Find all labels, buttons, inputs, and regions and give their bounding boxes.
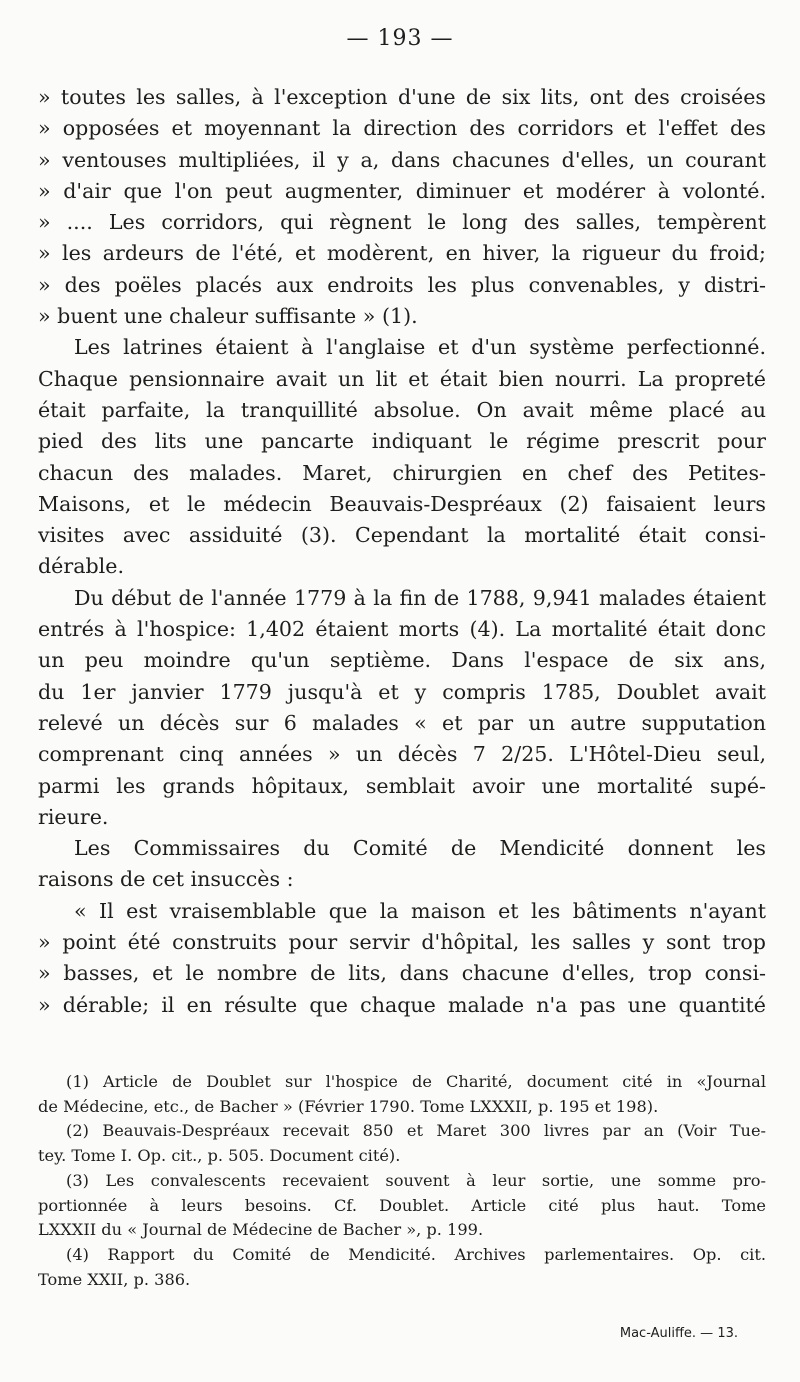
text-line: » d'air que l'on peut augmenter, diminuer et modérer à volonté. (38, 178, 766, 203)
text-line: Les latrines étaient à l'anglaise et d'un système perfectionné. (74, 335, 766, 360)
text-line: dérable. (38, 554, 124, 579)
page-number: — 193 — (346, 26, 454, 51)
text-line: un peu moindre qu'un septième. Dans l'espace de six ans, (38, 648, 766, 673)
footnote-line: tey. Tome I. Op. cit., p. 505. Document cité). (38, 1146, 401, 1166)
text-line: était parfaite, la tranquillité absolue. On avait même placé au (38, 397, 766, 422)
text-line: » buent une chaleur suffisante » (1). (38, 304, 418, 329)
text-line: » ventouses multipliées, il y a, dans chacunes d'elles, un courant (38, 147, 766, 172)
text-line: » les ardeurs de l'été, et modèrent, en hiver, la rigueur du froid; (38, 241, 766, 266)
text-line: chacun des malades. Maret, chirurgien en chef des Petites- (38, 460, 766, 485)
text-line: » des poëles placés aux endroits les plus convenables, y distri- (38, 272, 766, 297)
text-line: Chaque pensionnaire avait un lit et était bien nourri. La propreté (38, 366, 766, 391)
text-line: » opposées et moyennant la direction des corridors et l'effet des (38, 116, 766, 141)
quote-block-2 (38, 896, 766, 1021)
text-line: Les Commissaires du Comité de Mendicité donnent les (74, 836, 766, 861)
text-line: » basses, et le nombre de lits, dans chacune d'elles, trop consi- (38, 961, 766, 986)
footnote-3 (38, 1169, 766, 1243)
signature-mark: Mac-Auliffe. — 13. (619, 1326, 738, 1341)
text-line: entrés à l'hospice: 1,402 étaient morts (4). La mortalité était donc (38, 617, 766, 642)
footnote-line: (3) Les convalescents recevaient souvent à leur sortie, une somme pro- (66, 1170, 766, 1190)
text-line: raisons de cet insuccès : (38, 867, 294, 892)
text-line: comprenant cinq années » un décès 7 2/25. L'Hôtel-Dieu seul, (38, 742, 766, 767)
footnote-line: Tome XXII, p. 386. (38, 1269, 191, 1289)
text-line: Du début de l'année 1779 à la fin de 1788, 9,941 malades étaient (74, 585, 766, 610)
quote-block-1 (38, 82, 766, 332)
text-line: visites avec assiduité (3). Cependant la mortalité était consi- (38, 523, 766, 548)
text-line: du 1er janvier 1779 jusqu'à et y compris 1785, Doublet avait (38, 679, 766, 704)
footnote-line: portionnée à leurs besoins. Cf. Doublet. Article cité plus haut. Tome (38, 1195, 766, 1215)
text-line: » toutes les salles, à l'exception d'une de six lits, ont des croisées (38, 85, 766, 109)
footnote-2 (38, 1119, 766, 1168)
text-line: relevé un décès sur 6 malades « et par un autre supputation (38, 710, 766, 735)
footnote-1 (38, 1070, 766, 1119)
text-line: » .... Les corridors, qui règnent le long des salles, tempèrent (38, 210, 766, 235)
text-line: rieure. (38, 804, 109, 829)
footnotes (38, 1070, 766, 1292)
text-line: » dérable; il en résulte que chaque malade n'a pas une quantité (38, 992, 766, 1017)
paragraph-latrines (38, 332, 766, 582)
footnote-line: de Médecine, etc., de Bacher » (Février 1790. Tome LXXXII, p. 195 et 198). (38, 1096, 659, 1116)
text-line: parmi les grands hôpitaux, semblait avoir une mortalité supé- (38, 773, 766, 798)
text-line: « Il est vraisemblable que la maison et les bâtiments n'ayant (74, 898, 766, 923)
paragraph-commissaires (38, 833, 766, 896)
text-line: pied des lits une pancarte indiquant le régime prescrit pour (38, 429, 766, 454)
footnote-line: (4) Rapport du Comité de Mendicité. Archives parlementaires. Op. cit. (66, 1244, 766, 1264)
footnote-line: LXXXII du « Journal de Médecine de Bacher », p. 199. (38, 1220, 484, 1240)
text-line: Maisons, et le médecin Beauvais-Despréaux (2) faisaient leurs (38, 491, 766, 516)
footnote-line: (1) Article de Doublet sur l'hospice de Charité, document cité in «Journal (66, 1072, 766, 1091)
footnote-4 (38, 1243, 766, 1292)
main-text (38, 82, 766, 1021)
footnote-line: (2) Beauvais-Despréaux recevait 850 et Maret 300 livres par an (Voir Tue- (66, 1121, 766, 1141)
text-line: » point été construits pour servir d'hôpital, les salles y sont trop (38, 930, 766, 955)
paragraph-mortality (38, 583, 766, 833)
